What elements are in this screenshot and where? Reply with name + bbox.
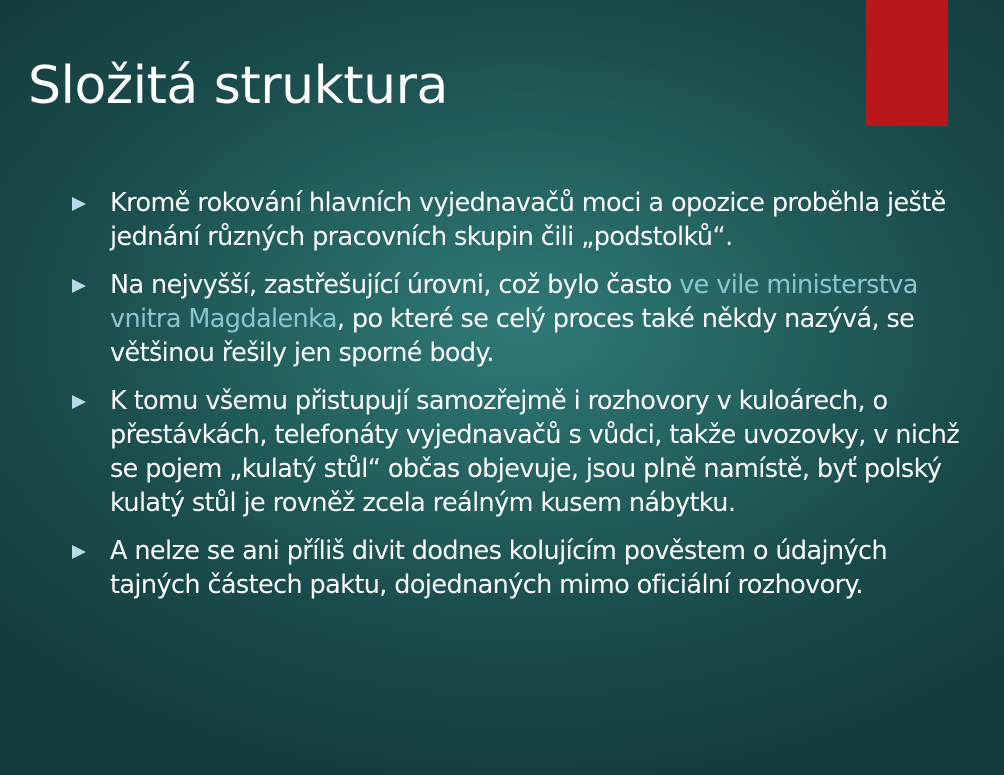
bullet-text-before-link: Na nejvyšší, zastřešující úrovni, což bylo často [110,270,680,300]
triangle-bullet-icon [72,545,86,559]
bullet-text: Kromě rokování hlavních vyjednavačů moci a opozice proběhla ještě jednání různých pracovních skupin čili „podstolků“. [110,188,946,252]
triangle-bullet-icon [72,197,86,211]
magdalenka-link[interactable]: ve vile ministerstva vnitra Magdalenka [110,270,918,334]
bullet-item-3 [72,384,972,520]
bullet-text: A nelze se ani příliš divit dodnes kolujícím pověstem o údajných tajných částech paktu, dojednaných mimo oficiální rozhovory. [110,536,888,600]
bullet-text-after-link: , po které se celý proces také někdy nazývá, se většinou řešily jen sporné body. [110,304,915,368]
red-accent-bar [866,0,948,126]
bullet-list [72,186,972,616]
bullet-item-2 [72,268,972,370]
triangle-bullet-icon [72,279,86,293]
triangle-bullet-icon [72,395,86,409]
bullet-text: K tomu všemu přistupují samozřejmě i rozhovory v kuloárech, o přestávkách, telefonáty vyjednavačů s vůdci, takže uvozovky, v nichž se pojem „kulatý stůl“ občas objevuje, jsou plně namístě, byť polský kulatý stůl je rovněž zcela reálným kusem nábytku. [110,386,960,518]
bullet-item-4 [72,534,972,602]
bullet-item-1 [72,186,972,254]
slide-title: Složitá struktura [28,56,448,116]
